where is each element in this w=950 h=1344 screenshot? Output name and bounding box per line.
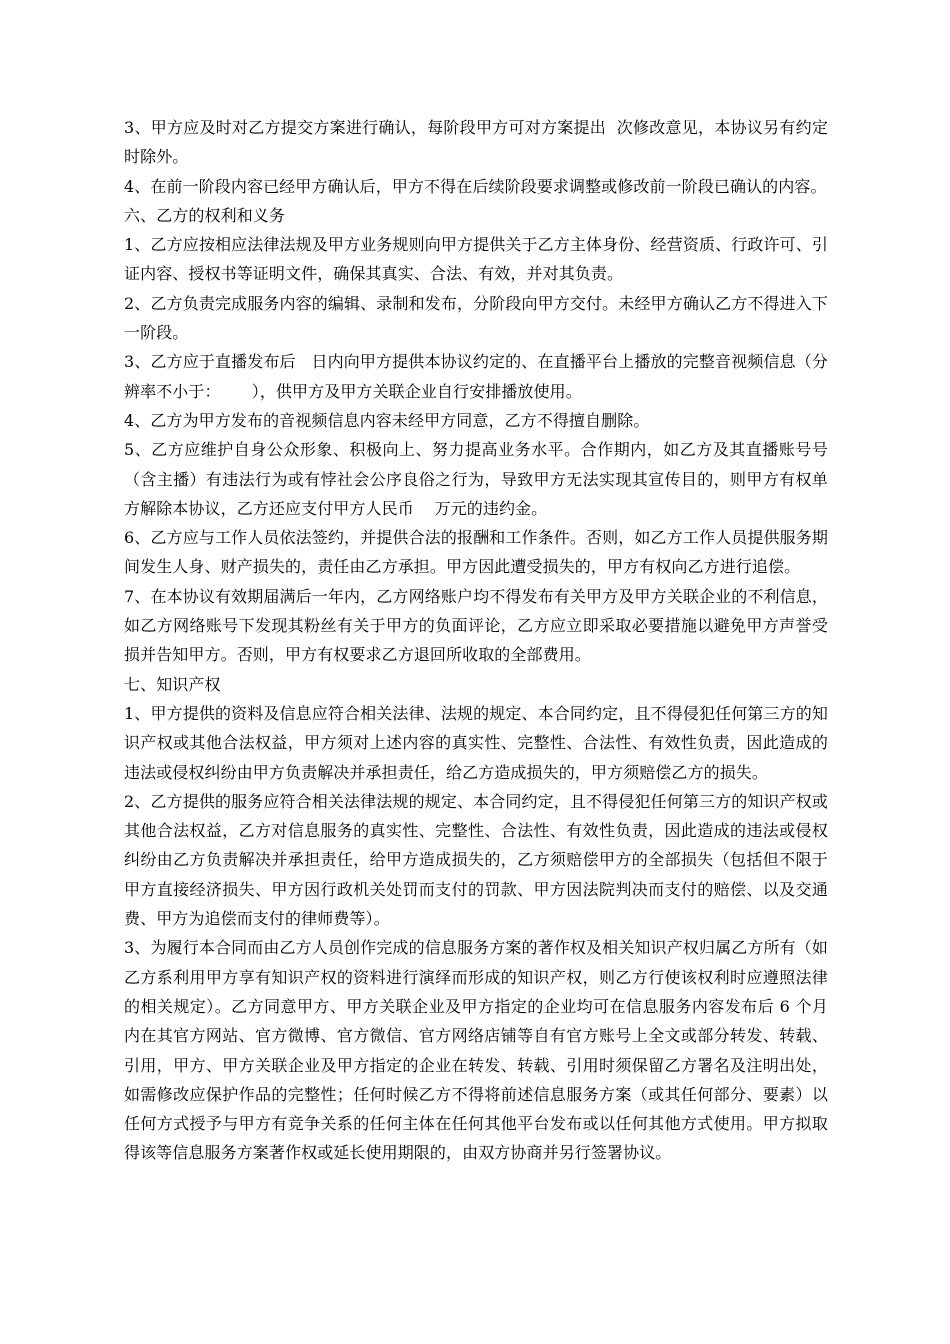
- section-7-heading: 七、知识产权: [124, 674, 221, 694]
- clause-7-2: 2、乙方提供的服务应符合相关法律法规的规定、本合同约定，且不得侵犯任何第三方的知识产权或其他合法权益，乙方对信息服务的真实性、完整性、合法性、有效性负责，因此造成的违法或侵权纠纷由乙方负责解决并承担责任，给甲方造成损失的，乙方须赔偿甲方的全部损失（包括但不限于甲方直接经济损失、甲方因行政机关处罚而支付的罚款、甲方因法院判决而支付的赔偿、以及交通费、甲方为追偿而支付的律师费等）。: [124, 791, 828, 929]
- clause-6-1: 1、乙方应按相应法律法规及甲方业务规则向甲方提供关于乙方主体身份、经营资质、行政许可、引证内容、授权书等证明文件，确保其真实、合法、有效，并对其负责。: [124, 235, 828, 284]
- clause-6-2: 2、乙方负责完成服务内容的编辑、录制和发布，分阶段向甲方交付。未经甲方确认乙方不得进入下一阶段。: [124, 293, 828, 343]
- clause-5-4: 4、在前一阶段内容已经甲方确认后，甲方不得在后续阶段要求调整或修改前一阶段已确认的内容。: [124, 176, 827, 196]
- clause-5-3: 3、甲方应及时对乙方提交方案进行确认，每阶段甲方可对方案提出 次修改意见，本协议另有约定时除外。: [124, 118, 828, 167]
- clause-6-5: 5、乙方应维护自身公众形象、积极向上、努力提高业务水平。合作期内，如乙方及其直播账号号（含主播）有违法行为或有悖社会公序良俗之行为，导致甲方无法实现其宣传目的，则甲方有权单方解除本协议，乙方还应支付甲方人民币 万元的违约金。: [124, 440, 828, 518]
- clause-7-1: 1、甲方提供的资料及信息应符合相关法律、法规的规定、本合同约定，且不得侵犯任何第三方的知识产权或其他合法权益，甲方须对上述内容的真实性、完整性、合法性、有效性负责，因此造成的违法或侵权纠纷由甲方负责解决并承担责任，给乙方造成损失的，甲方须赔偿乙方的损失。: [124, 703, 828, 782]
- clause-6-4: 4、乙方为甲方发布的音视频信息内容未经甲方同意，乙方不得擅自删除。: [124, 410, 650, 430]
- clause-7-3: 3、为履行本合同而由乙方人员创作完成的信息服务方案的著作权及相关知识产权归属乙方所有（如乙方系利用甲方享有知识产权的资料进行演绎而形成的知识产权，则乙方行使该权利时应遵照法律的相关规定）。乙方同意甲方、甲方关联企业及甲方指定的企业均可在信息服务内容发布后 6 个月内在其官方网站、官方微博、官方微信、官方网络店铺等自有官方账号上全文或部分转发、转载、引用，甲方、甲方关联企业及甲方指定的企业在转发、转载、引用时须保留乙方署名及注明出处，如需修改应保护作品的完整性；任何时候乙方不得将前述信息服务方案（或其任何部分、要素）以任何方式授予与甲方有竞争关系的任何主体在任何其他平台发布或以任何其他方式使用。甲方拟取得该等信息服务方案著作权或延长使用期限的，由双方协商并另行签署协议。: [124, 938, 828, 1163]
- clause-6-6: 6、乙方应与工作人员依法签约，并提供合法的报酬和工作条件。否则，如乙方工作人员提供服务期间发生人身、财产损失的，责任由乙方承担。甲方因此遭受损失的，甲方有权向乙方进行追偿。: [124, 528, 828, 577]
- section-6-heading: 六、乙方的权利和义务: [124, 205, 286, 225]
- clause-6-7: 7、在本协议有效期届满后一年内，乙方网络账户均不得发布有关甲方及甲方关联企业的不利信息，如乙方网络账号下发现其粉丝有关于甲方的负面评论，乙方应立即采取必要措施以避免甲方声誉受损并告知甲方。否则，甲方有权要求乙方退回所收取的全部费用。: [124, 586, 828, 665]
- clause-6-3: 3、乙方应于直播发布后 日内向甲方提供本协议约定的、在直播平台上播放的完整音视频信息（分辨率不小于： ），供甲方及甲方关联企业自行安排播放使用。: [124, 352, 828, 401]
- document-page: [124, 113, 828, 1168]
